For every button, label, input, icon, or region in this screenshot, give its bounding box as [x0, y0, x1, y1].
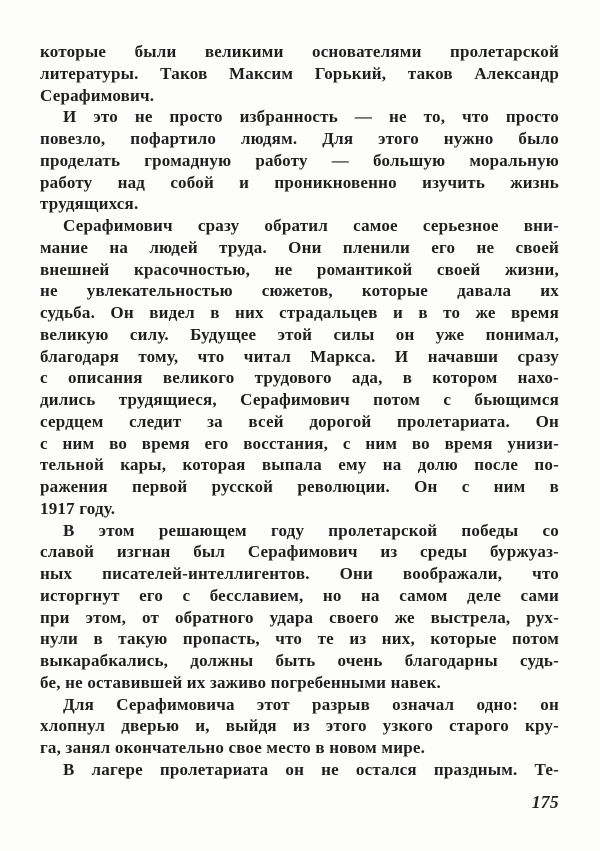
- text-line: хлопнул дверью и, выйдя из этого узкого старого кру-: [40, 716, 559, 736]
- text-line: не увлекательностью сюжетов, которые давала их: [40, 281, 559, 301]
- text-line: га, занял окончательно свое место в новом мире.: [40, 738, 426, 757]
- text-line: благодаря тому, что читал Маркса. И начавши сразу: [40, 346, 559, 366]
- text-line: ражения первой русской революции. Он с ним в: [40, 477, 559, 496]
- page-number: 175: [531, 792, 559, 812]
- text-line: ных писателей-интеллигентов. Они воображали, что: [40, 564, 559, 583]
- text-line: Серафимович.: [40, 85, 155, 105]
- text-line: выкарабкались, должны быть очень благодарны судь-: [40, 651, 559, 670]
- text-line: дились трудящиеся, Серафимович потом с бьющимся: [40, 390, 559, 409]
- text-line: 1917 году.: [40, 498, 116, 518]
- text-line: с описания великого трудового ада, в котором нахо-: [40, 368, 559, 388]
- text-line: работу над собой и проникновенно изучить жизнь: [40, 172, 559, 192]
- text-line: В лагере пролетариата он не остался праздным. Те-: [63, 759, 559, 779]
- text-line: внешней красочностью, не романтикой своей жизни,: [40, 259, 559, 279]
- text-line: славой изгнан был Серафимович из среды буржуаз-: [40, 542, 559, 562]
- text-line: нули в такую пропасть, что те из них, которые потом: [40, 629, 559, 649]
- text-line: с ним во время его восстания, с ним во время унизи-: [40, 433, 559, 453]
- text-line: трудящихся.: [40, 194, 139, 214]
- text-line: тельной кары, которая выпала ему на долю после по-: [40, 455, 559, 475]
- text-line: проделать громадную работу — большую моральную: [40, 150, 559, 170]
- text-line: которые были великими основателями пролетарской: [40, 42, 559, 61]
- text-line: повезло, пофартило людям. Для этого нужно было: [40, 129, 559, 148]
- text-line: И это не просто избранность — не то, что просто: [63, 107, 559, 127]
- text-line: мание на людей труда. Они пленили его не своей: [40, 237, 559, 257]
- text-line: сердцем следит за всей дорогой пролетариата. Он: [40, 411, 559, 431]
- text-line: при этом, от обратного удара своего же выстрела, рух-: [40, 607, 559, 627]
- text-line: В этом решающем году пролетарской победы со: [63, 520, 559, 540]
- text-line: бе, не оставившей их заживо погребенными навек.: [40, 672, 441, 692]
- text-line: Серафимович сразу обратил самое серьезное вни-: [63, 216, 559, 235]
- text-line: литературы. Таков Максим Горький, таков Александр: [40, 63, 559, 83]
- text-line: Для Серафимовича этот разрыв означал одно: он: [63, 694, 559, 714]
- text-line: исторгнут его с бесславием, но на самом деле сами: [40, 585, 559, 605]
- text-line: судьба. Он видел в них страдальцев и в то же время: [40, 303, 559, 322]
- text-block: [40, 41, 559, 781]
- text-line: великую силу. Будущее этой силы он уже понимал,: [40, 324, 559, 344]
